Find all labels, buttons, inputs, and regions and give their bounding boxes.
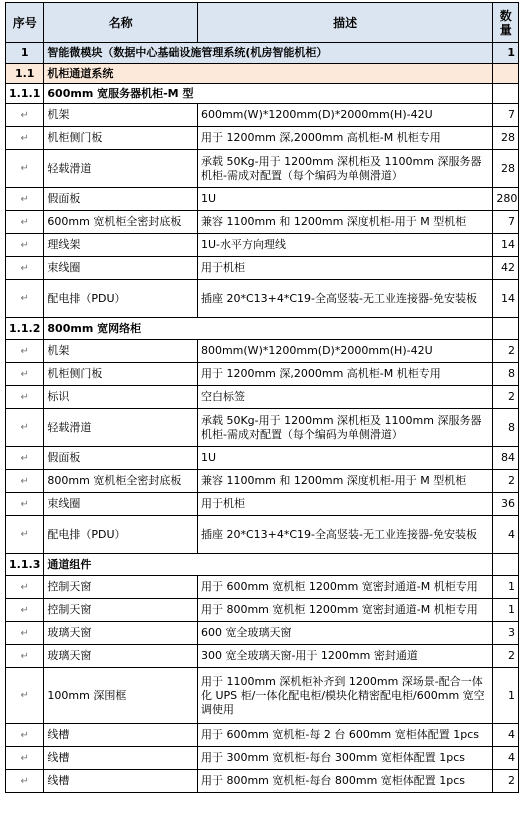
- row-name-cell: 机柜侧门板: [44, 127, 198, 150]
- paragraph-mark-icon: ↵: [20, 368, 29, 380]
- table-row: [6, 493, 519, 516]
- row-qty-cell: 4: [493, 724, 519, 747]
- row-seq-cell: [6, 668, 44, 724]
- row-name-cell: 理线架: [44, 234, 198, 257]
- paragraph-mark-icon: ↵: [20, 216, 29, 228]
- paragraph-mark-icon: ↵: [20, 775, 29, 787]
- row-qty-cell: 1: [493, 576, 519, 599]
- table-row: [6, 280, 519, 318]
- table-row: [6, 470, 519, 493]
- row-qty-cell: 28: [493, 127, 519, 150]
- header-desc: 描述: [197, 3, 492, 43]
- header-row: [6, 3, 519, 43]
- section-title-cell: 通道组件: [44, 554, 493, 576]
- table-row: [6, 84, 519, 104]
- row-name-cell: 线槽: [44, 747, 198, 770]
- row-name-cell: 假面板: [44, 447, 198, 470]
- table-row: [6, 127, 519, 150]
- row-qty-cell: 2: [493, 386, 519, 409]
- table-row: [6, 211, 519, 234]
- paragraph-mark-icon: ↵: [20, 690, 29, 701]
- row-name-cell: 线槽: [44, 724, 198, 747]
- paragraph-mark-icon: ↵: [20, 345, 29, 357]
- row-name-cell: 机架: [44, 340, 198, 363]
- section-title-cell: 智能微模块（数据中心基础设施管理系统(机房智能机柜）: [44, 43, 493, 64]
- table-row: [6, 554, 519, 576]
- row-name-cell: 配电排（PDU）: [44, 516, 198, 554]
- row-seq-cell: [6, 234, 44, 257]
- table-row: [6, 622, 519, 645]
- row-qty-cell: 36: [493, 493, 519, 516]
- row-qty-cell: 14: [493, 280, 519, 318]
- section-title-cell: 600mm 宽服务器机柜-M 型: [44, 84, 493, 104]
- table-body: [6, 43, 519, 793]
- row-qty-cell: 7: [493, 104, 519, 127]
- table-row: [6, 150, 519, 188]
- row-desc-cell: 兼容 1100mm 和 1200mm 深度机柜-用于 M 型机柜: [197, 211, 492, 234]
- table-row: [6, 363, 519, 386]
- paragraph-mark-icon: ↵: [20, 239, 29, 251]
- row-seq-cell: [6, 470, 44, 493]
- row-desc-cell: 插座 20*C13+4*C19-全高竖装-无工业连接器-免安装板: [197, 280, 492, 318]
- header-seq: 序号: [6, 3, 44, 43]
- table-row: [6, 724, 519, 747]
- row-seq-cell: [6, 770, 44, 793]
- row-desc-cell: 用于 1200mm 深,2000mm 高机柜-M 机柜专用: [197, 363, 492, 386]
- row-qty-cell: 280: [493, 188, 519, 211]
- table-row: [6, 257, 519, 280]
- section-title-cell: 800mm 宽网络柜: [44, 318, 493, 340]
- paragraph-mark-icon: ↵: [20, 529, 29, 540]
- table-row: [6, 447, 519, 470]
- row-qty-cell: 2: [493, 470, 519, 493]
- row-qty-cell: 2: [493, 340, 519, 363]
- row-desc-cell: 承载 50Kg-用于 1200mm 深机柜及 1100mm 深服务器机柜-需成对配置（每个编码为单侧滑道）: [197, 409, 492, 447]
- row-name-cell: 800mm 宽机柜全密封底板: [44, 470, 198, 493]
- row-seq-cell: [6, 516, 44, 554]
- row-name-cell: 玻璃天窗: [44, 645, 198, 668]
- row-qty-cell: 2: [493, 770, 519, 793]
- row-qty-cell: 8: [493, 363, 519, 386]
- table-row: [6, 386, 519, 409]
- row-seq-cell: [6, 127, 44, 150]
- row-seq-cell: [6, 104, 44, 127]
- row-name-cell: 轻载滑道: [44, 150, 198, 188]
- table-row: [6, 234, 519, 257]
- section-qty-cell: [493, 64, 519, 84]
- row-seq-cell: [6, 409, 44, 447]
- row-name-cell: 玻璃天窗: [44, 622, 198, 645]
- table-row: [6, 576, 519, 599]
- table-row: [6, 599, 519, 622]
- section-qty-cell: [493, 318, 519, 340]
- paragraph-mark-icon: ↵: [20, 262, 29, 274]
- row-name-cell: 束线圈: [44, 257, 198, 280]
- row-seq-cell: [6, 363, 44, 386]
- row-qty-cell: 4: [493, 516, 519, 554]
- row-name-cell: 600mm 宽机柜全密封底板: [44, 211, 198, 234]
- row-desc-cell: 用于 600mm 宽机柜-每 2 台 600mm 宽柜体配置 1pcs: [197, 724, 492, 747]
- paragraph-mark-icon: ↵: [20, 293, 29, 304]
- row-desc-cell: 1U: [197, 188, 492, 211]
- row-name-cell: 控制天窗: [44, 576, 198, 599]
- row-desc-cell: 用于机柜: [197, 257, 492, 280]
- row-name-cell: 配电排（PDU）: [44, 280, 198, 318]
- table-row: [6, 409, 519, 447]
- row-seq-cell: [6, 645, 44, 668]
- paragraph-mark-icon: ↵: [20, 581, 29, 593]
- paragraph-mark-icon: ↵: [20, 475, 29, 487]
- row-name-cell: 机柜侧门板: [44, 363, 198, 386]
- table-row: [6, 770, 519, 793]
- row-seq-cell: [6, 340, 44, 363]
- row-name-cell: 假面板: [44, 188, 198, 211]
- section-seq-cell: 1.1.2: [6, 318, 44, 340]
- header-qty: 数量: [493, 3, 519, 43]
- row-qty-cell: 4: [493, 747, 519, 770]
- row-qty-cell: 42: [493, 257, 519, 280]
- row-desc-cell: 600 宽全玻璃天窗: [197, 622, 492, 645]
- row-seq-cell: [6, 447, 44, 470]
- row-desc-cell: 用于机柜: [197, 493, 492, 516]
- table-row: [6, 188, 519, 211]
- row-desc-cell: 用于 600mm 宽机柜 1200mm 宽密封通道-M 机柜专用: [197, 576, 492, 599]
- row-desc-cell: 1U-水平方向理线: [197, 234, 492, 257]
- paragraph-mark-icon: ↵: [20, 132, 29, 144]
- row-name-cell: 轻载滑道: [44, 409, 198, 447]
- table-row: [6, 340, 519, 363]
- row-desc-cell: 空白标签: [197, 386, 492, 409]
- row-seq-cell: [6, 599, 44, 622]
- paragraph-mark-icon: ↵: [20, 729, 29, 741]
- row-desc-cell: 800mm(W)*1200mm(D)*2000mm(H)-42U: [197, 340, 492, 363]
- row-seq-cell: [6, 257, 44, 280]
- row-desc-cell: 兼容 1100mm 和 1200mm 深度机柜-用于 M 型机柜: [197, 470, 492, 493]
- section-seq-cell: 1.1.1: [6, 84, 44, 104]
- section-seq-cell: 1: [6, 43, 44, 64]
- paragraph-mark-icon: ↵: [20, 193, 29, 205]
- row-qty-cell: 1: [493, 668, 519, 724]
- row-seq-cell: [6, 724, 44, 747]
- row-seq-cell: [6, 576, 44, 599]
- paragraph-mark-icon: ↵: [20, 752, 29, 764]
- row-desc-cell: 插座 20*C13+4*C19-全高竖装-无工业连接器-免安装板: [197, 516, 492, 554]
- row-desc-cell: 用于 300mm 宽机柜-每台 300mm 宽柜体配置 1pcs: [197, 747, 492, 770]
- table-row: [6, 668, 519, 724]
- row-seq-cell: [6, 280, 44, 318]
- paragraph-mark-icon: ↵: [20, 452, 29, 464]
- row-desc-cell: 用于 800mm 宽机柜 1200mm 宽密封通道-M 机柜专用: [197, 599, 492, 622]
- header-name: 名称: [44, 3, 198, 43]
- row-seq-cell: [6, 211, 44, 234]
- row-name-cell: 控制天窗: [44, 599, 198, 622]
- table-row: [6, 64, 519, 84]
- paragraph-mark-icon: ↵: [20, 422, 29, 433]
- paragraph-mark-icon: ↵: [20, 163, 29, 174]
- row-seq-cell: [6, 150, 44, 188]
- table-row: [6, 318, 519, 340]
- table-row: [6, 645, 519, 668]
- row-qty-cell: 7: [493, 211, 519, 234]
- row-qty-cell: 84: [493, 447, 519, 470]
- paragraph-mark-icon: ↵: [20, 650, 29, 662]
- row-qty-cell: 28: [493, 150, 519, 188]
- row-seq-cell: [6, 386, 44, 409]
- section-seq-cell: 1.1: [6, 64, 44, 84]
- paragraph-mark-icon: ↵: [20, 604, 29, 616]
- paragraph-mark-icon: ↵: [20, 109, 29, 121]
- row-name-cell: 标识: [44, 386, 198, 409]
- paragraph-mark-icon: ↵: [20, 391, 29, 403]
- row-desc-cell: 用于 1100mm 深机柜补齐到 1200mm 深场景-配合一体化 UPS 柜/一体化配电柜/模块化精密配电柜/600mm 宽空调使用: [197, 668, 492, 724]
- row-seq-cell: [6, 188, 44, 211]
- row-seq-cell: [6, 493, 44, 516]
- section-qty-cell: [493, 84, 519, 104]
- section-qty-cell: [493, 554, 519, 576]
- row-name-cell: 100mm 深围框: [44, 668, 198, 724]
- section-qty-cell: 1: [493, 43, 519, 64]
- table-row: [6, 747, 519, 770]
- row-desc-cell: 用于 800mm 宽机柜-每台 800mm 宽柜体配置 1pcs: [197, 770, 492, 793]
- row-desc-cell: 用于 1200mm 深,2000mm 高机柜-M 机柜专用: [197, 127, 492, 150]
- bom-table: [5, 2, 519, 793]
- row-qty-cell: 2: [493, 645, 519, 668]
- row-desc-cell: 300 宽全玻璃天窗-用于 1200mm 密封通道: [197, 645, 492, 668]
- row-qty-cell: 3: [493, 622, 519, 645]
- row-seq-cell: [6, 747, 44, 770]
- row-desc-cell: 1U: [197, 447, 492, 470]
- row-name-cell: 机架: [44, 104, 198, 127]
- section-title-cell: 机柜通道系统: [44, 64, 493, 84]
- section-seq-cell: 1.1.3: [6, 554, 44, 576]
- row-name-cell: 线槽: [44, 770, 198, 793]
- row-name-cell: 束线圈: [44, 493, 198, 516]
- row-qty-cell: 1: [493, 599, 519, 622]
- row-desc-cell: 600mm(W)*1200mm(D)*2000mm(H)-42U: [197, 104, 492, 127]
- paragraph-mark-icon: ↵: [20, 498, 29, 510]
- table-row: [6, 43, 519, 64]
- row-qty-cell: 14: [493, 234, 519, 257]
- table-row: [6, 516, 519, 554]
- row-qty-cell: 8: [493, 409, 519, 447]
- paragraph-mark-icon: ↵: [20, 627, 29, 639]
- row-seq-cell: [6, 622, 44, 645]
- row-desc-cell: 承载 50Kg-用于 1200mm 深机柜及 1100mm 深服务器机柜-需成对配置（每个编码为单侧滑道）: [197, 150, 492, 188]
- table-row: [6, 104, 519, 127]
